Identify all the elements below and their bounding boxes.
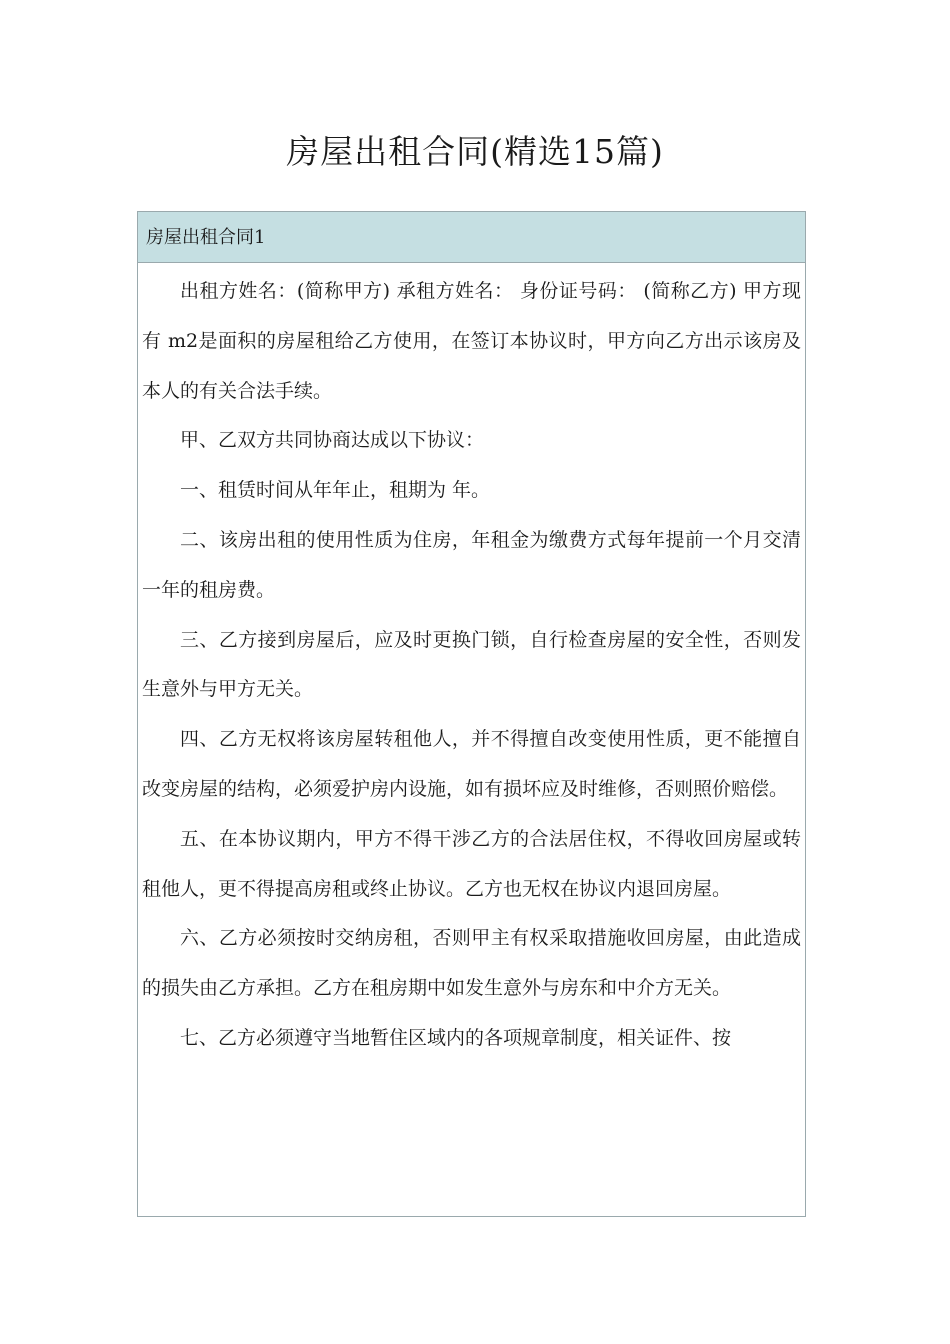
clause-1-lease-term: 一、租赁时间从年年止，租期为 年。	[180, 479, 491, 502]
paragraph-parties: 出租方姓名：(简称甲方) 承租方姓名： 身份证号码： (简称乙方) 甲方现有 m2是面积的房屋租给乙方使用，在签订本协议时，甲方向乙方出示该房及本人的有关合法手续。	[142, 280, 801, 402]
contract-section-box	[137, 211, 806, 1217]
clause-2-rent-payment: 二、该房出租的使用性质为住房，年租金为缴费方式每年提前一个月交清一年的租房费。	[142, 528, 801, 601]
clause-6-rent-deadline: 六、乙方必须按时交纳房租，否则甲主有权采取措施收回房屋，由此造成的损失由乙方承担。乙方在租房期中如发生意外与房东和中介方无关。	[142, 927, 801, 1000]
clause-7-local-rules: 七、乙方必须遵守当地暂住区域内的各项规章制度，相关证件、按	[180, 1026, 732, 1049]
section-heading: 房屋出租合同1	[138, 212, 805, 263]
clause-3-locks-safety: 三、乙方接到房屋后，应及时更换门锁，自行检查房屋的安全性，否则发生意外与甲方无关。	[142, 628, 801, 701]
clause-4-no-sublet: 四、乙方无权将该房屋转租他人，并不得擅自改变使用性质，更不能擅自改变房屋的结构，必须爱护房内设施，如有损坏应及时维修，否则照价赔偿。	[142, 728, 801, 800]
document-title: 房屋出租合同(精选15篇)	[286, 132, 664, 171]
paragraph-agreement-intro: 甲、乙双方共同协商达成以下协议：	[180, 429, 485, 452]
clause-5-tenancy-rights: 五、在本协议期内，甲方不得干涉乙方的合法居住权，不得收回房屋或转租他人，更不得提高房租或终止协议。乙方也无权在协议内退回房屋。	[142, 827, 801, 900]
section-body	[138, 263, 805, 1064]
